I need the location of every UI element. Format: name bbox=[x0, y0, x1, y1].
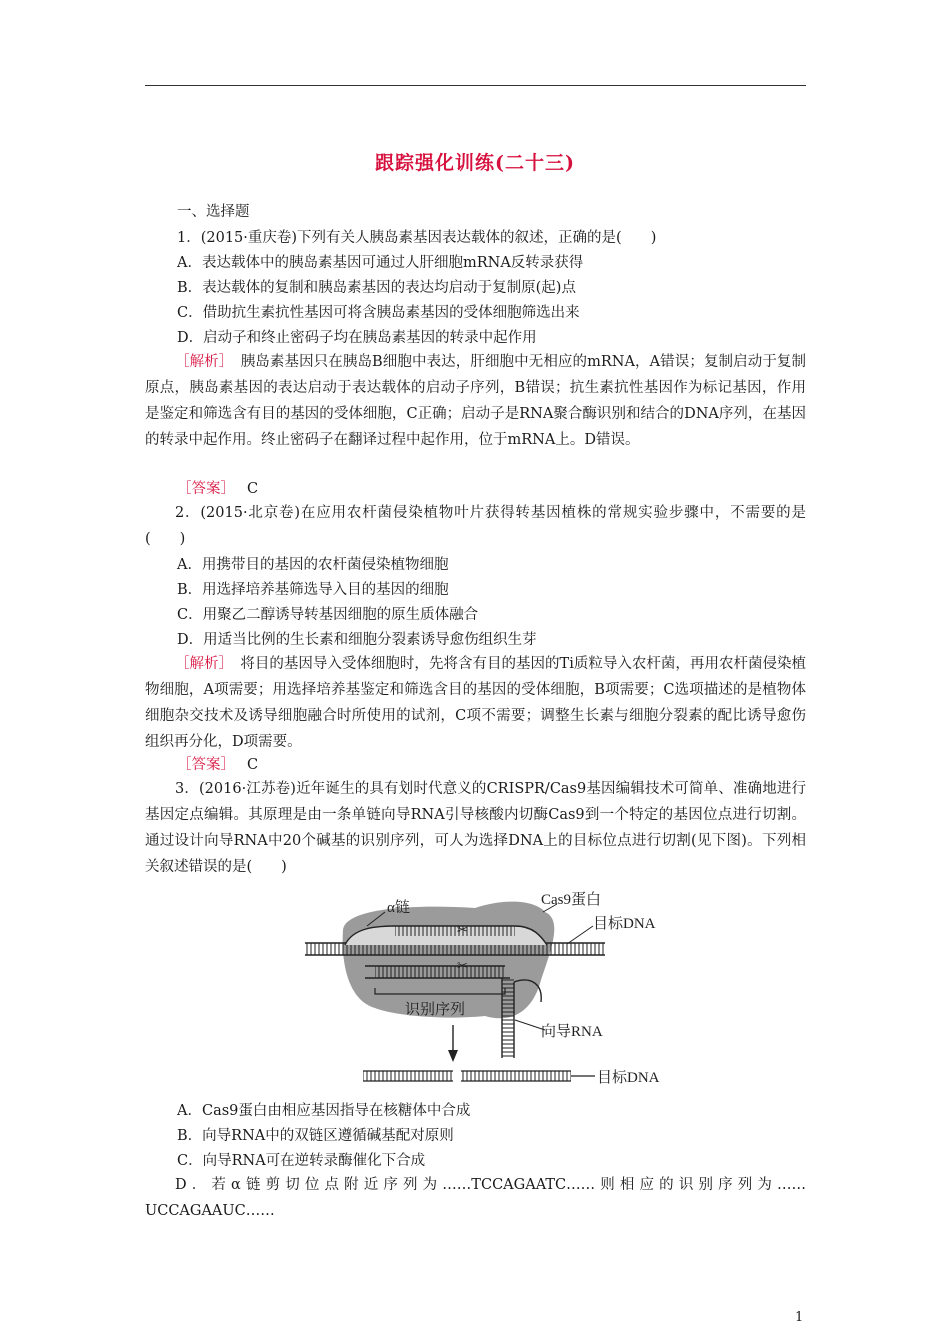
q2-stem: 2．(2015·北京卷)在应用农杆菌侵染植物叶片获得转基因植株的常规实验步骤中，不需要的是( ) bbox=[145, 505, 806, 547]
q1-analysis-tag: ［解析］ bbox=[175, 354, 227, 370]
q2-analysis-text: 将目的基因导入受体细胞时，先将含有目的基因的Ti质粒导入农杆菌，再用农杆菌侵染植物细胞，A项需要；用选择培养基鉴定和筛选含目的基因的受体细胞，B项需要；C选项描述的是植物体细胞杂交技术及诱导细胞融合时所使用的试剂，C项不需要；调整生长素与细胞分裂素的配比诱导愈伤组织再分化，D项需要。 bbox=[145, 656, 807, 750]
q1-stem: 1．(2015·重庆卷)下列有关人胰岛素基因表达载体的叙述，正确的是( ) bbox=[177, 230, 657, 246]
q1-option-d: D．启动子和终止密码子均在胰岛素基因的转录中起作用 bbox=[177, 330, 537, 346]
page-number: 1 bbox=[795, 1310, 804, 1325]
label-recognition: 识别序列 bbox=[405, 1002, 466, 1018]
header-rule bbox=[145, 85, 806, 86]
label-target-dna-bottom: 目标DNA bbox=[597, 1070, 660, 1086]
q2-answer bbox=[177, 756, 258, 774]
q1-answer-tag: ［答案］ bbox=[177, 481, 235, 497]
label-guide-rna: 向导RNA bbox=[541, 1024, 603, 1040]
q2-answer-tag: ［答案］ bbox=[177, 757, 235, 773]
scissors-icon: ✂ bbox=[457, 959, 468, 974]
q1-option-c: C．借助抗生素抗性基因可将含胰岛素基因的受体细胞筛选出来 bbox=[177, 305, 580, 321]
q1-answer-value: C bbox=[247, 481, 259, 497]
q2-option-a: A．用携带目的基因的农杆菌侵染植物细胞 bbox=[177, 557, 449, 573]
q2-analysis-tag: ［解析］ bbox=[175, 656, 226, 672]
q1-option-b: B．表达载体的复制和胰岛素基因的表达均启动于复制原(起)点 bbox=[177, 280, 576, 296]
q2-option-d: D．用适当比例的生长素和细胞分裂素诱导愈伤组织生芽 bbox=[177, 632, 537, 648]
q3-option-b: B．向导RNA中的双链区遵循碱基配对原则 bbox=[177, 1128, 454, 1144]
label-target-dna: 目标DNA bbox=[593, 916, 656, 932]
cut-dna-right bbox=[461, 1071, 571, 1081]
q3-stem: 3．(2016·江苏卷)近年诞生的具有划时代意义的CRISPR/Cas9基因编辑技术可简单、准确地进行基因定点编辑。其原理是由一条单链向导RNA引导核酸内切酶Cas9到一个特定的基因位点进行切割。通过设计向导RNA中20个碱基的识别序列，可人为选择DNA上的目标位点进行切割(见下图)。下列相关叙述错误的是( ) bbox=[145, 781, 806, 875]
guide-rna-stem bbox=[502, 978, 514, 1058]
recognition-duplex bbox=[375, 966, 505, 978]
q2-option-c: C．用聚乙二醇诱导转基因细胞的原生质体融合 bbox=[177, 607, 479, 623]
q1-option-a: A．表达载体中的胰岛素基因可通过人肝细胞mRNA反转录获得 bbox=[177, 255, 584, 271]
scissors-icon: ✂ bbox=[457, 923, 468, 938]
q3-option-a: A．Cas9蛋白由相应基因指导在核糖体中合成 bbox=[177, 1103, 471, 1119]
q1-analysis-text: 胰岛素基因只在胰岛B细胞中表达，肝细胞中无相应的mRNA，A错误；复制启动于复制原点，胰岛素基因的表达启动于表达载体的启动子序列，B错误；抗生素抗性基因作为标记基因，作用是鉴定和筛选含有目的基因的受体细胞，C正确；启动子是RNA聚合酶识别和结合的DNA序列，在基因的转录中起作用。终止密码子在翻译过程中起作用，位于mRNA上。D错误。 bbox=[145, 354, 807, 448]
q3-option-d: D．若α链剪切位点附近序列为……TCCAGAATC……则相应的识别序列为……UCCAGAAUC…… bbox=[145, 1177, 806, 1219]
page-title: 跟踪强化训练(二十三) bbox=[375, 152, 575, 174]
q3-option-c: C．向导RNA可在逆转录酶催化下合成 bbox=[177, 1153, 426, 1169]
arrow-down-icon bbox=[448, 1050, 458, 1062]
q1-answer bbox=[177, 480, 258, 498]
q2-option-b: B．用选择培养基筛选导入目的基因的细胞 bbox=[177, 582, 449, 598]
q2-answer-value: C bbox=[247, 757, 259, 773]
section-heading: 一、选择题 bbox=[177, 204, 250, 220]
crispr-cas9-diagram bbox=[305, 890, 685, 1090]
label-cas9: Cas9蛋白 bbox=[541, 892, 602, 908]
cas9-protein-blob bbox=[343, 902, 555, 1019]
q2-analysis bbox=[145, 651, 806, 755]
q1-analysis bbox=[145, 349, 806, 453]
cut-dna-left bbox=[363, 1071, 453, 1081]
label-alpha-chain: α链 bbox=[387, 900, 410, 916]
